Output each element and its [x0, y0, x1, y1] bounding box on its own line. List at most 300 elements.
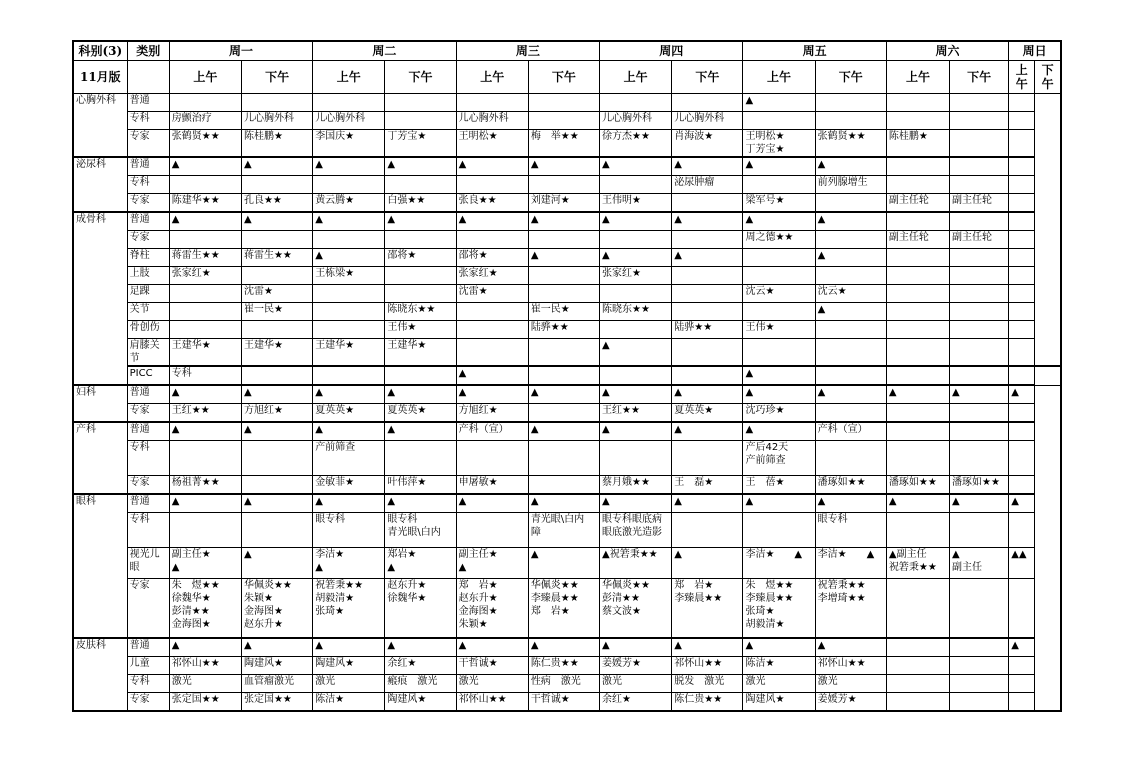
schedule-cell: ▲: [385, 494, 456, 513]
schedule-cell: ▲: [528, 249, 599, 267]
schedule-row: [73, 194, 1061, 213]
schedule-cell: 陶建风★: [743, 693, 815, 712]
pm-header: 下午: [815, 61, 886, 94]
schedule-cell: [672, 366, 743, 385]
schedule-cell: ▲: [600, 249, 672, 267]
schedule-cell: [672, 441, 743, 476]
schedule-cell: [1009, 212, 1035, 231]
schedule-cell: 华佩炎★★ 李臻晨★★ 郑 岩★: [528, 579, 599, 639]
day-header-fri: 周五: [743, 41, 886, 61]
schedule-cell: [1009, 303, 1035, 321]
schedule-cell: 王建华★: [241, 339, 312, 367]
schedule-cell: 脱发 激光: [672, 675, 743, 693]
schedule-cell: 陶建风★: [241, 657, 312, 675]
schedule-row: [73, 548, 1061, 579]
schedule-cell: ▲: [528, 638, 599, 657]
schedule-cell: ▲: [743, 494, 815, 513]
schedule-cell: [456, 321, 528, 339]
schedule-cell: ▲: [528, 157, 599, 176]
schedule-cell: 儿心胸外科: [600, 112, 672, 130]
schedule-cell: 方旭红★: [456, 404, 528, 423]
schedule-cell: [886, 422, 949, 441]
schedule-row: [73, 231, 1061, 249]
schedule-cell: ▲: [313, 385, 385, 404]
schedule-cell: 副主任轮: [886, 231, 949, 249]
schedule-cell: 李洁★ ▲: [815, 548, 886, 579]
schedule-cell: [743, 176, 815, 194]
category-cell: 足踝: [127, 285, 169, 303]
schedule-row: [73, 579, 1061, 639]
category-cell: 肩膝关节: [127, 339, 169, 367]
schedule-cell: [1009, 231, 1035, 249]
schedule-cell: ▲副主任 祝箬秉★★: [886, 548, 949, 579]
schedule-cell: 姜媛芳★: [600, 657, 672, 675]
schedule-cell: 产前筛查: [313, 441, 385, 476]
schedule-cell: 王伟明★: [600, 194, 672, 213]
schedule-cell: 张定国★★: [241, 693, 312, 712]
schedule-cell: 郑 岩★ 李臻晨★★: [672, 579, 743, 639]
am-header: 上午: [456, 61, 528, 94]
schedule-cell: [1009, 693, 1035, 712]
schedule-cell: 产科（宣）: [456, 422, 528, 441]
schedule-cell: ▲: [313, 157, 385, 176]
schedule-cell: ▲: [456, 385, 528, 404]
schedule-cell: 陈洁★: [743, 657, 815, 675]
schedule-row: [73, 404, 1061, 423]
schedule-cell: ▲: [886, 385, 949, 404]
schedule-cell: [743, 303, 815, 321]
schedule-cell: [886, 303, 949, 321]
schedule-cell: [886, 513, 949, 548]
category-cell: 视光儿眼: [127, 548, 169, 579]
sun-pm-header: 下 午: [1035, 61, 1061, 94]
schedule-cell: ▲: [672, 249, 743, 267]
schedule-cell: [385, 176, 456, 194]
department-cell: 皮肤科: [73, 638, 127, 711]
schedule-cell: ▲: [600, 339, 672, 367]
pm-header: 下午: [950, 61, 1009, 94]
schedule-cell: [1009, 94, 1035, 112]
schedule-cell: ▲: [241, 638, 312, 657]
day-header-sat: 周六: [886, 41, 1008, 61]
schedule-cell: 激光: [743, 675, 815, 693]
schedule-cell: [672, 231, 743, 249]
schedule-cell: [241, 176, 312, 194]
schedule-cell: 余红★: [600, 693, 672, 712]
schedule-cell: 朱 煜★★ 徐魏华★ 彭清★★ 金海图★: [169, 579, 241, 639]
schedule-cell: [886, 285, 949, 303]
schedule-cell: [385, 441, 456, 476]
schedule-cell: 王红★★: [600, 404, 672, 423]
schedule-cell: 泌尿肿瘤: [672, 176, 743, 194]
schedule-cell: [1009, 657, 1035, 675]
schedule-cell: [600, 366, 672, 385]
schedule-cell: [313, 231, 385, 249]
schedule-cell: [950, 94, 1009, 112]
schedule-cell: 前列腺增生: [815, 176, 886, 194]
schedule-cell: [313, 366, 385, 385]
schedule-cell: 李洁★ ▲: [743, 548, 815, 579]
schedule-cell: 张家红★: [456, 267, 528, 285]
schedule-cell: 副主任★ ▲: [456, 548, 528, 579]
schedule-cell: 潘琢如★★: [815, 476, 886, 495]
schedule-cell: ▲: [815, 212, 886, 231]
schedule-cell: [886, 321, 949, 339]
schedule-cell: [528, 339, 599, 367]
schedule-cell: [886, 441, 949, 476]
schedule-cell: [1009, 513, 1035, 548]
schedule-row: [73, 212, 1061, 231]
schedule-cell: ▲: [672, 548, 743, 579]
schedule-cell: [886, 657, 949, 675]
schedule-cell: 房颤治疗: [169, 112, 241, 130]
schedule-cell: ▲: [528, 494, 599, 513]
schedule-cell: [456, 176, 528, 194]
schedule-cell: ▲: [743, 366, 815, 385]
schedule-cell: ▲: [169, 494, 241, 513]
schedule-cell: 李国庆★: [313, 130, 385, 158]
schedule-cell: [456, 303, 528, 321]
schedule-cell: [241, 441, 312, 476]
schedule-row: [73, 675, 1061, 693]
schedule-cell: ▲: [528, 385, 599, 404]
schedule-cell: 邵将★: [385, 249, 456, 267]
schedule-cell: ▲: [313, 212, 385, 231]
schedule-cell: 王 蓓★: [743, 476, 815, 495]
schedule-cell: 张定国★★: [169, 693, 241, 712]
schedule-cell: 郑 岩★ 赵东升★ 金海图★ 朱颖★: [456, 579, 528, 639]
category-cell: 儿童: [127, 657, 169, 675]
schedule-cell: [456, 513, 528, 548]
schedule-cell: ▲: [672, 638, 743, 657]
schedule-cell: [950, 579, 1009, 639]
schedule-cell: [950, 693, 1009, 712]
schedule-cell: 王建华★: [169, 339, 241, 367]
schedule-cell: ▲: [950, 385, 1009, 404]
schedule-cell: ▲: [743, 422, 815, 441]
schedule-cell: ▲: [815, 157, 886, 176]
schedule-row: [73, 441, 1061, 476]
schedule-cell: 方旭红★: [241, 404, 312, 423]
schedule-cell: 陈晓东★★: [385, 303, 456, 321]
am-header: 上午: [600, 61, 672, 94]
schedule-cell: [528, 176, 599, 194]
schedule-cell: [313, 303, 385, 321]
schedule-cell: [1009, 366, 1035, 385]
schedule-cell: ▲: [385, 638, 456, 657]
schedule-cell: [950, 422, 1009, 441]
schedule-cell: 陶建风★: [313, 657, 385, 675]
schedule-cell: [528, 285, 599, 303]
schedule-cell: [672, 267, 743, 285]
schedule-cell: [169, 94, 241, 112]
schedule-cell: ▲: [385, 157, 456, 176]
schedule-cell: [1035, 366, 1061, 385]
schedule-cell: ▲: [600, 494, 672, 513]
schedule-cell: [815, 441, 886, 476]
schedule-cell: 张鹤贤★★: [815, 130, 886, 158]
schedule-cell: [950, 130, 1009, 158]
schedule-cell: [600, 176, 672, 194]
category-cell: 普通: [127, 94, 169, 112]
schedule-cell: ▲: [456, 494, 528, 513]
schedule-cell: 陈桂鹏★: [241, 130, 312, 158]
schedule-cell: 余红★: [385, 657, 456, 675]
schedule-cell: 夏英英★: [385, 404, 456, 423]
pm-header: 下午: [672, 61, 743, 94]
category-cell: 上肢: [127, 267, 169, 285]
schedule-cell: [528, 441, 599, 476]
schedule-cell: [886, 157, 949, 176]
pm-header: 下午: [385, 61, 456, 94]
schedule-cell: [1009, 579, 1035, 639]
schedule-cell: [815, 267, 886, 285]
schedule-cell: 郑岩★ ▲: [385, 548, 456, 579]
schedule-cell: ▲: [600, 157, 672, 176]
category-cell: 专科: [127, 675, 169, 693]
schedule-cell: [1009, 285, 1035, 303]
schedule-cell: [169, 231, 241, 249]
category-cell: 骨创伤: [127, 321, 169, 339]
schedule-cell: [743, 513, 815, 548]
schedule-cell: 祝箬秉★★ 李增琦★★: [815, 579, 886, 639]
schedule-cell: ▲: [600, 385, 672, 404]
department-cell: 泌尿科: [73, 157, 127, 212]
schedule-cell: ▲: [600, 212, 672, 231]
category-cell: 普通: [127, 157, 169, 176]
type-column-header: 类别: [127, 41, 169, 61]
schedule-cell: [950, 249, 1009, 267]
schedule-cell: [950, 176, 1009, 194]
schedule-cell: [528, 476, 599, 495]
schedule-cell: 崔一民★: [528, 303, 599, 321]
schedule-cell: 华佩炎★★ 朱颖★ 金海图★ 赵东升★: [241, 579, 312, 639]
schedule-cell: [950, 675, 1009, 693]
schedule-cell: ▲: [815, 303, 886, 321]
schedule-cell: 沈云★: [815, 285, 886, 303]
schedule-cell: 沈雷★: [241, 285, 312, 303]
dept-column-header: 科别(3): [73, 41, 127, 61]
schedule-cell: [815, 231, 886, 249]
schedule-cell: 肖海波★: [672, 130, 743, 158]
schedule-row: [73, 476, 1061, 495]
schedule-cell: [886, 579, 949, 639]
schedule-cell: [1009, 249, 1035, 267]
schedule-cell: 干哲诚★: [456, 657, 528, 675]
schedule-cell: [528, 112, 599, 130]
schedule-cell: 朱 煜★★ 李臻晨★★ 张琦★ 胡毅清★: [743, 579, 815, 639]
schedule-cell: [950, 112, 1009, 130]
schedule-cell: [950, 404, 1009, 423]
schedule-cell: ▲: [169, 212, 241, 231]
schedule-cell: [950, 638, 1009, 657]
department-cell: 成骨科: [73, 212, 127, 385]
day-header-wed: 周三: [456, 41, 599, 61]
category-cell: 普通: [127, 385, 169, 404]
schedule-cell: ▲: [456, 212, 528, 231]
schedule-cell: [528, 366, 599, 385]
category-cell: 专家: [127, 579, 169, 639]
schedule-cell: [528, 94, 599, 112]
schedule-cell: [886, 249, 949, 267]
schedule-cell: [456, 94, 528, 112]
schedule-cell: [743, 267, 815, 285]
schedule-cell: [672, 194, 743, 213]
schedule-cell: [1009, 422, 1035, 441]
schedule-cell: [950, 157, 1009, 176]
schedule-cell: 陈仁贵★★: [672, 693, 743, 712]
department-cell: PICC: [127, 366, 169, 385]
category-cell: 专家: [127, 194, 169, 213]
schedule-cell: ▲: [456, 157, 528, 176]
schedule-row: [73, 130, 1061, 158]
schedule-cell: [169, 441, 241, 476]
category-cell: 专科: [127, 441, 169, 476]
category-cell: 专家: [127, 231, 169, 249]
schedule-cell: 徐方杰★★: [600, 130, 672, 158]
category-cell: 专家: [127, 130, 169, 158]
schedule-cell: ▲: [169, 157, 241, 176]
schedule-cell: 祁怀山★★: [815, 657, 886, 675]
schedule-cell: [528, 404, 599, 423]
schedule-cell: 产后42天 产前筛查: [743, 441, 815, 476]
schedule-cell: 丁芳宝★: [385, 130, 456, 158]
schedule-cell: 白强★★: [385, 194, 456, 213]
schedule-row: [73, 494, 1061, 513]
category-cell: 专家: [127, 404, 169, 423]
schedule-cell: 蒋雷生★★: [169, 249, 241, 267]
schedule-cell: 王明松★ 丁芳宝★: [743, 130, 815, 158]
department-cell: 眼科: [73, 494, 127, 638]
schedule-cell: 王建华★: [313, 339, 385, 367]
schedule-cell: [886, 693, 949, 712]
schedule-cell: 申屠敏★: [456, 476, 528, 495]
day-header-mon: 周一: [169, 41, 312, 61]
schedule-cell: 儿心胸外科: [313, 112, 385, 130]
schedule-cell: 副主任轮: [950, 231, 1009, 249]
schedule-cell: 沈云★: [743, 285, 815, 303]
schedule-cell: 王 磊★: [672, 476, 743, 495]
schedule-row: [73, 176, 1061, 194]
schedule-cell: [672, 513, 743, 548]
schedule-cell: 眼专科眼底病 眼底激光造影: [600, 513, 672, 548]
schedule-cell: [886, 112, 949, 130]
schedule-cell: [886, 339, 949, 367]
schedule-cell: [1009, 321, 1035, 339]
schedule-row: [73, 385, 1061, 404]
header-row-days: [73, 41, 1061, 61]
schedule-cell: [815, 112, 886, 130]
schedule-row: [73, 638, 1061, 657]
day-header-thu: 周四: [600, 41, 743, 61]
schedule-cell: 金敏菲★: [313, 476, 385, 495]
schedule-cell: [169, 513, 241, 548]
schedule-cell: ▲: [672, 422, 743, 441]
schedule-cell: 王红★★: [169, 404, 241, 423]
schedule-cell: [815, 94, 886, 112]
schedule-cell: ▲祝箬秉★★: [600, 548, 672, 579]
schedule-cell: 血管瘤激光: [241, 675, 312, 693]
schedule-cell: [1009, 157, 1035, 176]
schedule-cell: ▲: [886, 494, 949, 513]
schedule-cell: [456, 441, 528, 476]
schedule-cell: ▲: [743, 212, 815, 231]
schedule-cell: [528, 231, 599, 249]
schedule-cell: 王明松★: [456, 130, 528, 158]
schedule-cell: [1009, 267, 1035, 285]
schedule-cell: [385, 366, 456, 385]
schedule-cell: [1009, 194, 1035, 213]
department-cell: 妇科: [73, 385, 127, 422]
schedule-cell: 陈桂鹏★: [886, 130, 949, 158]
schedule-row: [73, 366, 1061, 385]
schedule-cell: [241, 267, 312, 285]
schedule-cell: [950, 303, 1009, 321]
schedule-cell: ▲: [743, 94, 815, 112]
schedule-cell: 潘琢如★★: [886, 476, 949, 495]
schedule-cell: [950, 339, 1009, 367]
schedule-cell: 祁怀山★★: [456, 693, 528, 712]
schedule-cell: [600, 285, 672, 303]
schedule-cell: [886, 404, 949, 423]
schedule-cell: 周之德★★: [743, 231, 815, 249]
schedule-cell: 夏英英★: [672, 404, 743, 423]
schedule-cell: [169, 285, 241, 303]
schedule-cell: [456, 339, 528, 367]
schedule-cell: 激光: [313, 675, 385, 693]
schedule-cell: [886, 366, 949, 385]
schedule-cell: 沈巧珍★: [743, 404, 815, 423]
schedule-cell: [528, 267, 599, 285]
schedule-cell: [241, 94, 312, 112]
schedule-cell: ▲: [600, 422, 672, 441]
schedule-cell: 儿心胸外科: [456, 112, 528, 130]
schedule-cell: 激光: [456, 675, 528, 693]
header-row-halfday: [73, 61, 1061, 94]
schedule-cell: 眼专科: [313, 513, 385, 548]
clinic-schedule-table: [72, 40, 1062, 712]
schedule-cell: [886, 212, 949, 231]
schedule-cell: ▲: [528, 548, 599, 579]
schedule-cell: 陶建风★: [385, 693, 456, 712]
schedule-cell: 副主任轮: [950, 194, 1009, 213]
schedule-cell: 张家红★: [169, 267, 241, 285]
schedule-cell: [313, 285, 385, 303]
schedule-cell: 王建华★: [385, 339, 456, 367]
schedule-cell: ▲ 副主任: [950, 548, 1009, 579]
schedule-cell: ▲: [1009, 638, 1035, 657]
day-header-sun: 周日: [1009, 41, 1061, 61]
schedule-cell: ▲: [385, 212, 456, 231]
empty-header-cell: [127, 61, 169, 94]
schedule-cell: 蒋雷生★★: [241, 249, 312, 267]
schedule-cell: ▲: [815, 249, 886, 267]
schedule-cell: [950, 267, 1009, 285]
schedule-cell: [1009, 339, 1035, 367]
schedule-cell: 祝箬秉★★ 胡毅清★ 张琦★: [313, 579, 385, 639]
schedule-cell: [385, 231, 456, 249]
schedule-cell: ▲: [528, 422, 599, 441]
schedule-cell: ▲: [950, 494, 1009, 513]
schedule-cell: [672, 94, 743, 112]
schedule-cell: [743, 112, 815, 130]
schedule-cell: 崔一民★: [241, 303, 312, 321]
schedule-cell: [886, 267, 949, 285]
department-cell: 产科: [73, 422, 127, 494]
schedule-cell: [1009, 112, 1035, 130]
sun-am-header: 上 午: [1009, 61, 1035, 94]
schedule-cell: 陈仁贵★★: [528, 657, 599, 675]
